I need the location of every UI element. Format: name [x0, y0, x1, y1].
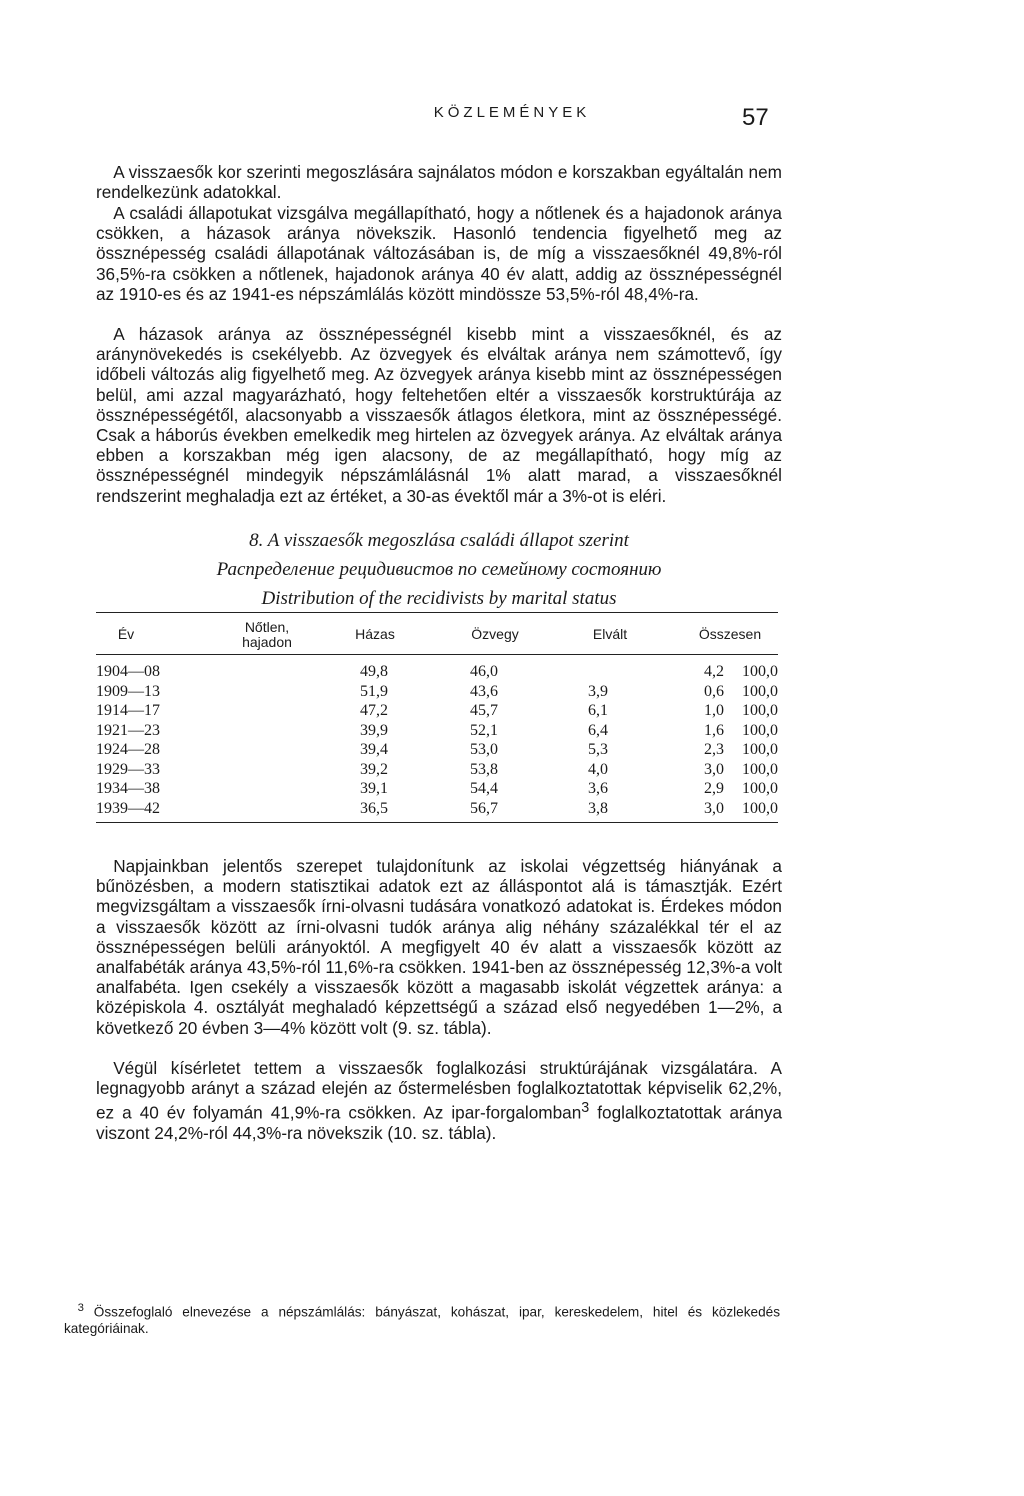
table-cell: 3,6: [588, 780, 608, 797]
paragraph-5-text: Végül kísérletet tettem a visszaesők foglalkozási struktúrájának vizsgálatára. A legnagyobb arányt a század elején az őstermelésben foglalkoztatottak képviselik 62,2%, ez a 40 év folyamán 41,9%-ra csökken. Az ipar-forgalomban: [96, 1058, 782, 1124]
table-row: [96, 721, 778, 741]
caption-hungarian: 8. A visszaesők megoszlása családi állapot szerint: [249, 530, 629, 551]
paragraph-4: [96, 856, 782, 1038]
table-cell: 1909—13: [96, 682, 160, 700]
table-cell: [498, 662, 608, 682]
header-year: Év: [117, 626, 135, 642]
table-cell: 51,9: [360, 682, 388, 700]
table-cell: 1,0: [704, 702, 724, 719]
table-cell: 1914—17: [96, 702, 160, 719]
header-married: Házas: [355, 626, 395, 642]
footnote: [64, 1300, 780, 1337]
table-cell: 3,9: [588, 682, 608, 700]
table-cell: 6,1: [588, 702, 608, 719]
table-cell: 100,0: [742, 741, 778, 758]
table-cell: 52,1: [470, 721, 498, 739]
table-cell: 39,2: [360, 760, 388, 778]
table-cell: 49,8: [360, 663, 388, 680]
table-cell: 1924—28: [96, 741, 160, 758]
paragraph-1-text: A visszaesők kor szerinti megoszlására sajnálatos módon e korszakban egyáltalán nem rendelkezünk adatokkal.: [96, 162, 782, 203]
table-cell: 39,1: [360, 780, 388, 797]
table-cell: 1939—42: [96, 799, 160, 817]
table-cell: 1904—08: [96, 663, 160, 680]
table-cell: 3,0: [704, 760, 724, 778]
header-divorced: Elvált: [592, 626, 628, 642]
header-widowed: Özvegy: [471, 626, 519, 642]
paragraph-3-text: A házasok aránya az össznépességnél kisebb mint a visszaesőknél, és az aránynövekedés is csekélyebb. Az özvegyek és elváltak aránya nem számottevő, így időbeli változás alig figyelhető meg. Az özvegyek aránya kisebb mint az össznépességen belül, ami azzal magyarázható, hogy feltehetően eltér a visszaesők korstruktúrája az össznépességétől, alacsonyabb a visszaesők átlagos életkora, mint az össznépességé. Csak a háborús években emelkedik meg hirtelen az özvegyek aránya. Az elváltak aránya ebben a korszakban még igen alacsony, de az megállapítható, hogy míg az össznépességnél mindegyik népszámlálásnál 1% alatt marad, a visszaesőknél rendszerint meghaladja ezt az értéket, a 30-as évektől már a 3%-ot is eléri.: [96, 324, 782, 506]
paragraph-4-text: Napjainkban jelentős szerepet tulajdonítunk az iskolai végzettség hiányának a bűnözésben, a modern statisztikai adatok ezt az álláspontot alá is támasztják. Ezért megvizsgáltam a visszaesők írni-olvasni tudására vonatkozó adatokat is. Érdekes módon a visszaesők között az írni-olvasni tudók aránya alig néhány százalékkal tér el az össznépességen belüli arányoktól. A megfigyelt 40 év alatt a visszaesők között az analfabéták aránya 43,5%-ról 11,6%-ra csökken. 1941-ben az össznépesség 12,3%-a volt analfabéta. Igen csekély a visszaesők között a magasabb iskolát végzettek aránya: a középiskola 4. osztályát meghaladó képzettségű a század első negyedében 1—2%, a következő 20 évben 3—4% között volt (9. sz. tábla).: [96, 856, 782, 1038]
caption-russian: Распределение рецидивистов по семейному состоянию: [216, 559, 662, 580]
table-cell: 100,0: [742, 780, 778, 797]
table-cell: 47,2: [360, 702, 388, 719]
table-cell: 56,7: [470, 799, 498, 817]
footnote-reference: 3: [581, 1100, 590, 1117]
header-single: Nőtlen, hajadon: [242, 619, 292, 650]
table-cell: 2,9: [704, 780, 724, 797]
table-row: [96, 682, 778, 702]
table-row: [96, 701, 778, 721]
paragraph-5: [96, 1058, 782, 1144]
table-cell: 39,9: [360, 721, 388, 739]
paragraph-3: [96, 324, 782, 506]
table-cell: 1934—38: [96, 780, 160, 797]
table-cell: 100,0: [742, 682, 778, 700]
table-cell: 36,5: [360, 799, 388, 817]
table-cell: 4,2: [704, 663, 724, 680]
table-cell: 6,4: [588, 721, 608, 739]
table-cell: 53,8: [470, 760, 498, 778]
footnote-text: Összefoglaló elnevezése a népszámlálás: bányászat, kohászat, ipar, kereskedelem, hitel és közlekedés kategóriáinak.: [64, 1304, 780, 1336]
table-top-rule: [96, 612, 778, 613]
paragraph-2: [96, 203, 782, 304]
header-total: Összesen: [698, 626, 762, 642]
table-cell: 1921—23: [96, 721, 160, 739]
table-cell: 39,4: [360, 741, 388, 758]
table-cell: 1,6: [704, 721, 724, 739]
table-cell: 45,7: [470, 702, 498, 719]
table-row: [96, 662, 778, 682]
table-cell: 54,4: [470, 780, 498, 797]
footnote-marker: 3: [77, 1302, 84, 1314]
table-row: [96, 799, 778, 819]
table-cell: 53,0: [470, 741, 498, 758]
table-row: [96, 760, 778, 780]
table-cell: 3,8: [588, 799, 608, 817]
table-cell: 4,0: [588, 760, 608, 778]
table-bottom-rule: [96, 822, 778, 823]
table-cell: 43,6: [470, 682, 498, 700]
caption-english: Distribution of the recidivists by marital status: [261, 588, 617, 609]
journal-section-title: KÖZLEMÉNYEK: [433, 104, 591, 121]
table-cell: 1929—33: [96, 760, 160, 778]
table-cell: 0,6: [704, 682, 724, 700]
table-cell: 46,0: [470, 663, 498, 680]
table-row: [96, 740, 778, 760]
marital-status-table: [96, 662, 778, 818]
table-cell: 100,0: [742, 702, 778, 719]
table-cell: 100,0: [742, 760, 778, 778]
table-cell: 100,0: [742, 663, 778, 680]
table-cell: 5,3: [588, 741, 608, 758]
table-cell: 2,3: [704, 741, 724, 758]
paragraph-1: [96, 162, 782, 202]
table-row: [96, 779, 778, 799]
table-cell: 100,0: [742, 721, 778, 739]
table-cell: 100,0: [742, 799, 778, 817]
page-number: 57: [742, 104, 769, 131]
table-header-rule: [96, 654, 778, 655]
table-cell: 3,0: [704, 799, 724, 817]
paragraph-2-text: A családi állapotukat vizsgálva megállapítható, hogy a nőtlenek és a hajadonok aránya csökken, a házasok aránya növekszik. Hasonló tendencia figyelhető meg az össznépesség családi állapotának változásában is, de míg a visszaesőknél 49,8%-ról 36,5%-ra csökken a nőtlenek, hajadonok aránya 40 év alatt, addig az össznépességnél az 1910-es és az 1941-es népszámlálás között mindössze 53,5%-ról 48,4%-ra.: [96, 203, 782, 304]
paragraph-5-text-cont: foglalkoztatottak aránya viszont 24,2%-ról 44,3%-ra növekszik (10. sz. tábla).: [96, 1103, 782, 1144]
